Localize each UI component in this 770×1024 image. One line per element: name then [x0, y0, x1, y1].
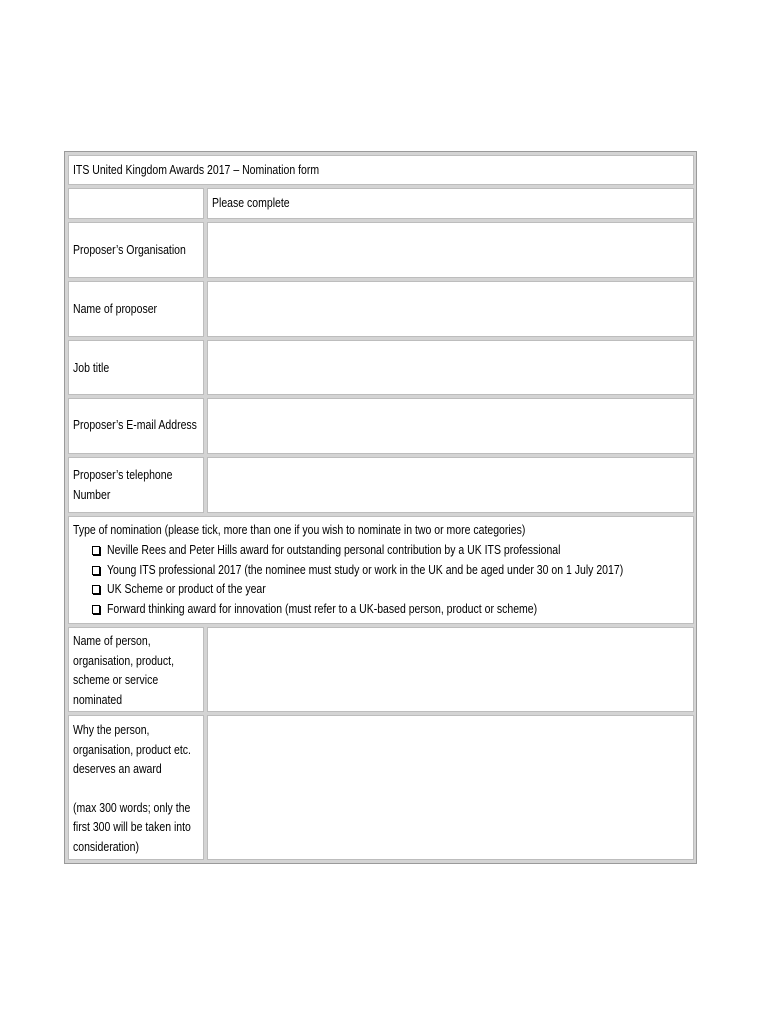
header-label-cell [68, 188, 204, 219]
reason-note-line2: first 300 will be taken into [73, 820, 191, 834]
nomination-option-label: Young ITS professional 2017 (the nominee must study or work in the UK and be aged under 30 on 1 July 2017) [107, 563, 624, 577]
nomination-form-table [64, 151, 697, 864]
reason-note-line3: consideration) [73, 840, 139, 854]
email-label-cell [68, 398, 204, 454]
nomination-option-label: Neville Rees and Peter Hills award for outstanding personal contribution by a UK ITS professional [107, 543, 561, 557]
reason-label-line3: deserves an award [73, 762, 162, 776]
job-title-label: Job title [73, 361, 110, 375]
organisation-label: Proposer’s Organisation [73, 243, 186, 257]
checkbox-icon[interactable] [92, 546, 100, 555]
telephone-label-line1: Proposer’s telephone [73, 468, 173, 482]
nomination-option-neville-rees[interactable] [84, 541, 644, 561]
nominee-label-cell [68, 627, 204, 712]
checkbox-icon[interactable] [92, 585, 100, 594]
nomination-option-scheme-of-year[interactable] [84, 580, 644, 600]
proposer-name-label-cell [68, 281, 204, 337]
job-title-field[interactable] [207, 340, 694, 395]
email-field[interactable] [207, 398, 694, 454]
reason-label-cell [68, 715, 204, 860]
telephone-label-cell [68, 457, 204, 513]
nomination-option-label: UK Scheme or product of the year [107, 582, 266, 596]
title-cell [68, 155, 694, 185]
nominee-label-line2: organisation, product, [73, 654, 174, 668]
reason-label-line1: Why the person, [73, 723, 150, 737]
please-complete-heading: Please complete [212, 196, 290, 210]
nomination-type-label: Type of nomination (please tick, more than one if you wish to nominate in two or more categories) [73, 523, 526, 537]
reason-field[interactable] [207, 715, 694, 860]
nomination-type-cell [68, 516, 694, 624]
nomination-option-label: Forward thinking award for innovation (must refer to a UK-based person, product or scheme) [107, 602, 538, 616]
job-title-label-cell [68, 340, 204, 395]
proposer-name-field[interactable] [207, 281, 694, 337]
checkbox-icon[interactable] [92, 605, 100, 614]
organisation-field[interactable] [207, 222, 694, 278]
nominee-label-line3: scheme or service [73, 673, 159, 687]
telephone-field[interactable] [207, 457, 694, 513]
organisation-label-cell [68, 222, 204, 278]
nominee-field[interactable] [207, 627, 694, 712]
form-title: ITS United Kingdom Awards 2017 – Nomination form [73, 163, 320, 177]
proposer-name-label: Name of proposer [73, 302, 158, 316]
reason-note-line1: (max 300 words; only the [73, 801, 191, 815]
checkbox-icon[interactable] [92, 566, 100, 575]
nominee-label-line1: Name of person, [73, 634, 151, 648]
telephone-label-line2: Number [73, 488, 111, 502]
nomination-option-forward-thinking[interactable] [84, 600, 644, 620]
nominee-label-line4: nominated [73, 693, 123, 707]
header-value-cell [207, 188, 694, 219]
reason-label-line2: organisation, product etc. [73, 743, 191, 757]
nomination-option-young-professional[interactable] [84, 561, 644, 581]
email-label: Proposer’s E-mail Address [73, 418, 197, 432]
